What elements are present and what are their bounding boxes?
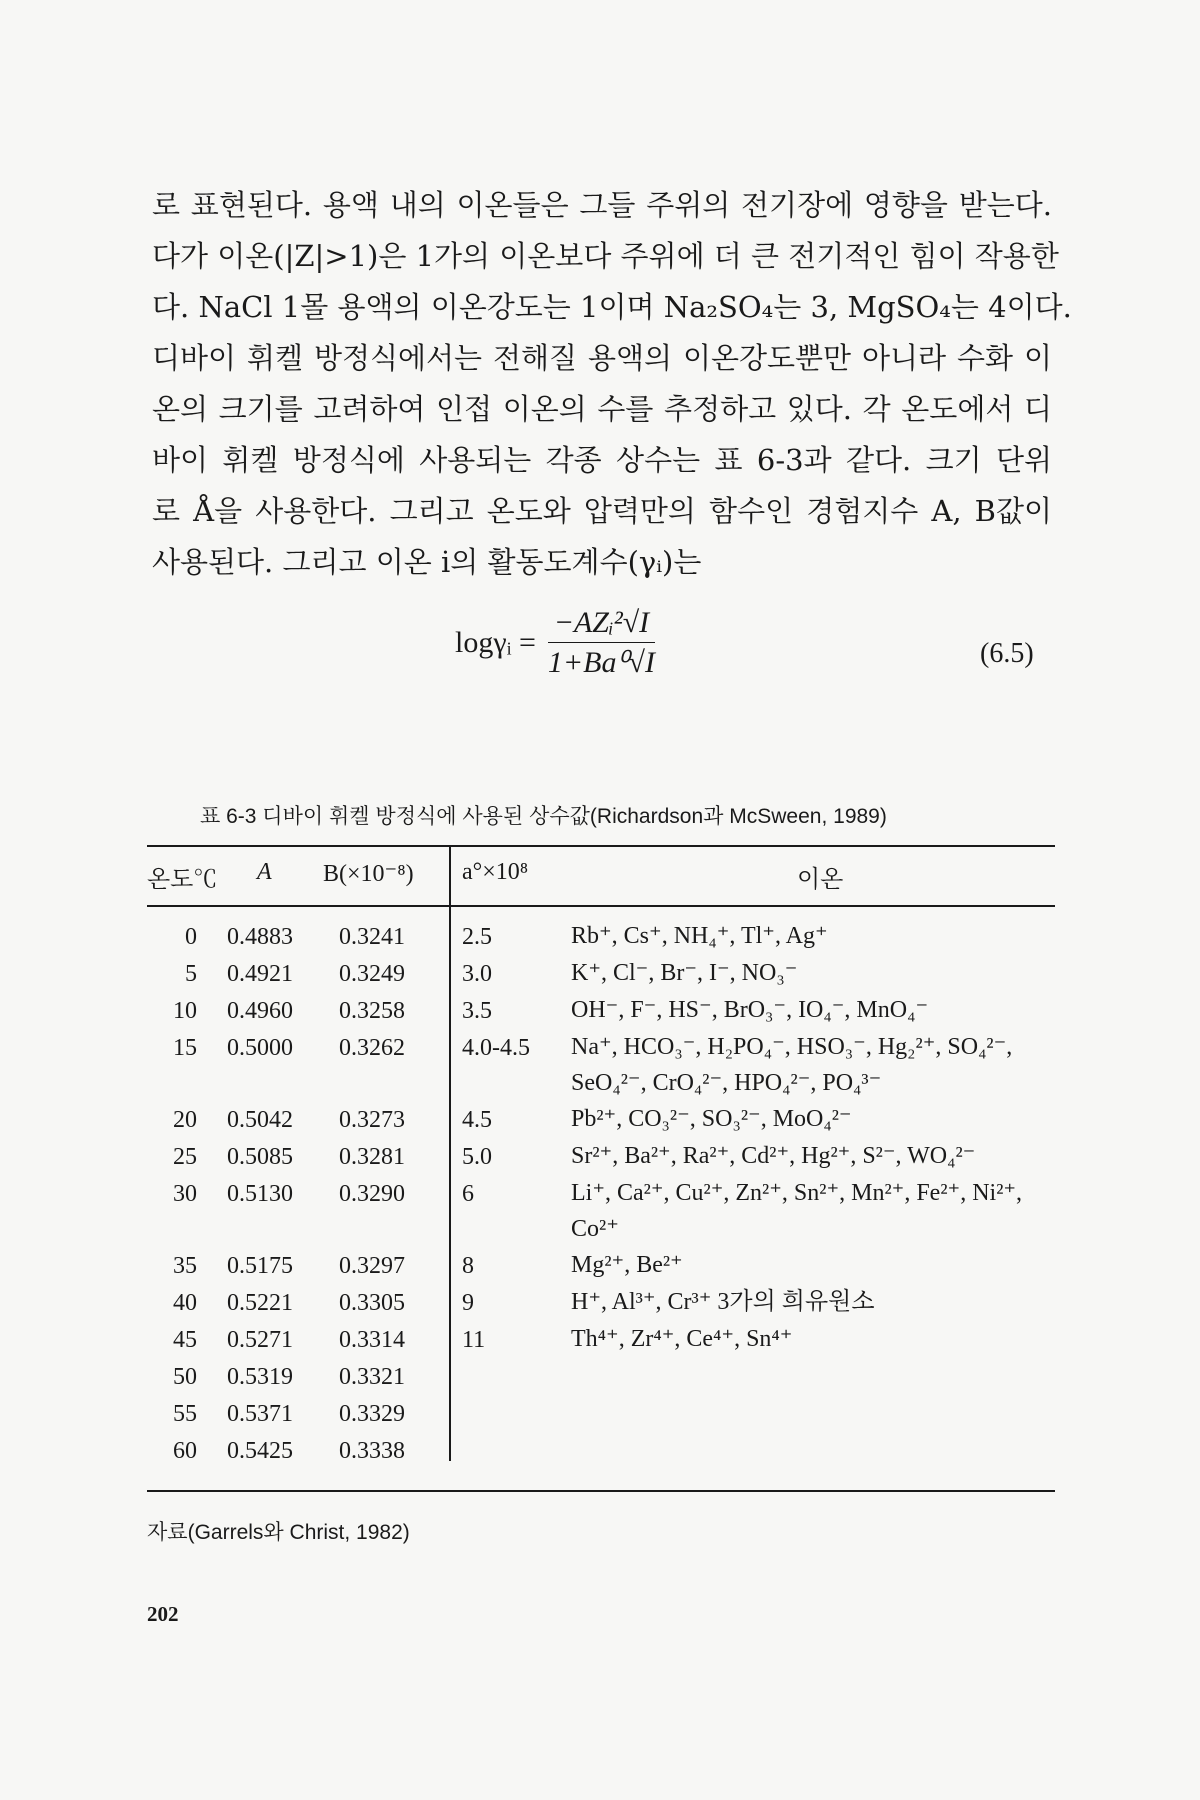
temperature-cell: 55 [173, 1401, 197, 1427]
temperature-cell: 20 [173, 1107, 197, 1133]
table-source-note: 자료(Garrels와 Christ, 1982) [147, 1521, 410, 1544]
B-value-cell: 0.3281 [339, 1144, 405, 1170]
table-row [147, 1358, 1055, 1395]
equation-numerator: −AZᵢ²√I [548, 606, 655, 643]
table-row [147, 1138, 1055, 1175]
paragraph-line-7: 로 Å을 사용한다. 그리고 온도와 압력만의 함수인 경험지수 A, B값이 [152, 494, 1052, 528]
header-temperature: 온도℃ [147, 867, 218, 893]
page-number: 202 [147, 1602, 179, 1626]
a-value-cell: 11 [462, 1327, 486, 1353]
A-value-cell: 0.5042 [227, 1107, 293, 1133]
ions-cell: Mg²⁺, Be²⁺ [571, 1252, 683, 1278]
table-row [147, 1101, 1055, 1138]
a-value-cell: 3.0 [462, 961, 492, 987]
A-value-cell: 0.4883 [227, 924, 293, 950]
temperature-cell: 10 [173, 998, 197, 1024]
a-value-cell: 8 [462, 1253, 474, 1279]
temperature-cell: 25 [173, 1144, 197, 1170]
A-value-cell: 0.4921 [227, 961, 293, 987]
equation-denominator: 1+Ba⁰√I [547, 646, 655, 679]
A-value-cell: 0.5175 [227, 1253, 293, 1279]
table-row [147, 1395, 1055, 1432]
ions-cell: H⁺, Al³⁺, Cr³⁺ 3가의 희유원소 [571, 1289, 875, 1315]
temperature-cell: 60 [173, 1438, 197, 1464]
table-row [147, 992, 1055, 1029]
table-bottom-rule [147, 1490, 1055, 1492]
table-header-rule [147, 905, 1055, 907]
temperature-cell: 50 [173, 1364, 197, 1390]
paragraph-line-1: 로 표현된다. 용액 내의 이온들은 그들 주위의 전기장에 영향을 받는다. [152, 188, 1052, 222]
a-value-cell: 4.0-4.5 [462, 1035, 530, 1061]
a-value-cell: 2.5 [462, 924, 492, 950]
table-body [147, 918, 1055, 1469]
header-A: A [257, 859, 272, 885]
B-value-cell: 0.3273 [339, 1107, 405, 1133]
equation-6-5 [455, 606, 661, 680]
B-value-cell: 0.3297 [339, 1253, 405, 1279]
table-row [147, 1284, 1055, 1321]
A-value-cell: 0.5000 [227, 1035, 293, 1061]
ions-cell: Th⁴⁺, Zr⁴⁺, Ce⁴⁺, Sn⁴⁺ [571, 1326, 793, 1352]
table-row [147, 1175, 1055, 1247]
A-value-cell: 0.5085 [227, 1144, 293, 1170]
a-value-cell: 5.0 [462, 1144, 492, 1170]
table-row [147, 1432, 1055, 1469]
ions-cell: Li⁺, Ca²⁺, Cu²⁺, Zn²⁺, Sn²⁺, Mn²⁺, Fe²⁺, Ni²⁺, Co²⁺ [571, 1180, 1023, 1242]
A-value-cell: 0.5319 [227, 1364, 293, 1390]
ions-cell: Sr²⁺, Ba²⁺, Ra²⁺, Cd²⁺, Hg²⁺, S²⁻, WO₄²⁻ [571, 1143, 976, 1169]
A-value-cell: 0.5221 [227, 1290, 293, 1316]
ions-cell: Na⁺, HCO₃⁻, H₂PO₄⁻, HSO₃⁻, Hg₂²⁺, SO₄²⁻, SeO₄²⁻, CrO₄²⁻, HPO₄²⁻, PO₄³⁻ [571, 1034, 1013, 1096]
B-value-cell: 0.3321 [339, 1364, 405, 1390]
equation-number: (6.5) [980, 638, 1034, 669]
equation-lhs: logγᵢ = [455, 626, 536, 659]
temperature-cell: 30 [173, 1181, 197, 1207]
table-row [147, 918, 1055, 955]
B-value-cell: 0.3249 [339, 961, 405, 987]
a-value-cell: 4.5 [462, 1107, 492, 1133]
A-value-cell: 0.5371 [227, 1401, 293, 1427]
table-row [147, 1321, 1055, 1358]
paragraph-line-4: 디바이 휘켈 방정식에서는 전해질 용액의 이온강도뿐만 아니라 수화 이 [152, 341, 1052, 375]
table-top-rule [147, 845, 1055, 847]
A-value-cell: 0.5425 [227, 1438, 293, 1464]
body-paragraph [152, 180, 1072, 588]
table-row [147, 1247, 1055, 1284]
table-row [147, 1029, 1055, 1101]
paragraph-line-5: 온의 크기를 고려하여 인접 이온의 수를 추정하고 있다. 각 온도에서 디 [152, 392, 1052, 426]
ions-cell: Rb⁺, Cs⁺, NH₄⁺, Tl⁺, Ag⁺ [571, 923, 828, 949]
ions-cell: OH⁻, F⁻, HS⁻, BrO₃⁻, IO₄⁻, MnO₄⁻ [571, 997, 929, 1023]
B-value-cell: 0.3258 [339, 998, 405, 1024]
B-value-cell: 0.3314 [339, 1327, 405, 1353]
B-value-cell: 0.3305 [339, 1290, 405, 1316]
header-ions: 이온 [797, 867, 844, 893]
header-a: a°×10⁸ [462, 859, 529, 885]
paragraph-line-3: 다. NaCl 1몰 용액의 이온강도는 1이며 Na₂SO₄는 3, MgSO₄는 4이다. [152, 290, 1072, 324]
ions-cell: Pb²⁺, CO₃²⁻, SO₃²⁻, MoO₄²⁻ [571, 1106, 852, 1132]
A-value-cell: 0.4960 [227, 998, 293, 1024]
ions-cell: K⁺, Cl⁻, Br⁻, I⁻, NO₃⁻ [571, 960, 798, 986]
temperature-cell: 45 [173, 1327, 197, 1353]
table-row [147, 955, 1055, 992]
paragraph-line-2: 다가 이온(|Z|>1)은 1가의 이온보다 주위에 더 큰 전기적인 힘이 작용한 [152, 239, 1059, 273]
temperature-cell: 0 [185, 924, 197, 950]
table-caption: 표 6-3 디바이 휘켈 방정식에 사용된 상수값(Richardson과 McSween, 1989) [200, 805, 887, 828]
B-value-cell: 0.3290 [339, 1181, 405, 1207]
temperature-cell: 5 [185, 961, 197, 987]
equation-fraction [542, 606, 661, 680]
temperature-cell: 40 [173, 1290, 197, 1316]
B-value-cell: 0.3262 [339, 1035, 405, 1061]
paragraph-line-6: 바이 휘켈 방정식에 사용되는 각종 상수는 표 6-3과 같다. 크기 단위 [152, 443, 1052, 477]
temperature-cell: 15 [173, 1035, 197, 1061]
paragraph-line-8: 사용된다. 그리고 이온 i의 활동도계수(γᵢ)는 [152, 545, 702, 579]
B-value-cell: 0.3241 [339, 924, 405, 950]
B-value-cell: 0.3338 [339, 1438, 405, 1464]
a-value-cell: 3.5 [462, 998, 492, 1024]
A-value-cell: 0.5130 [227, 1181, 293, 1207]
a-value-cell: 9 [462, 1290, 474, 1316]
a-value-cell: 6 [462, 1181, 474, 1207]
header-B: B(×10⁻⁸) [323, 861, 414, 887]
A-value-cell: 0.5271 [227, 1327, 293, 1353]
B-value-cell: 0.3329 [339, 1401, 405, 1427]
temperature-cell: 35 [173, 1253, 197, 1279]
